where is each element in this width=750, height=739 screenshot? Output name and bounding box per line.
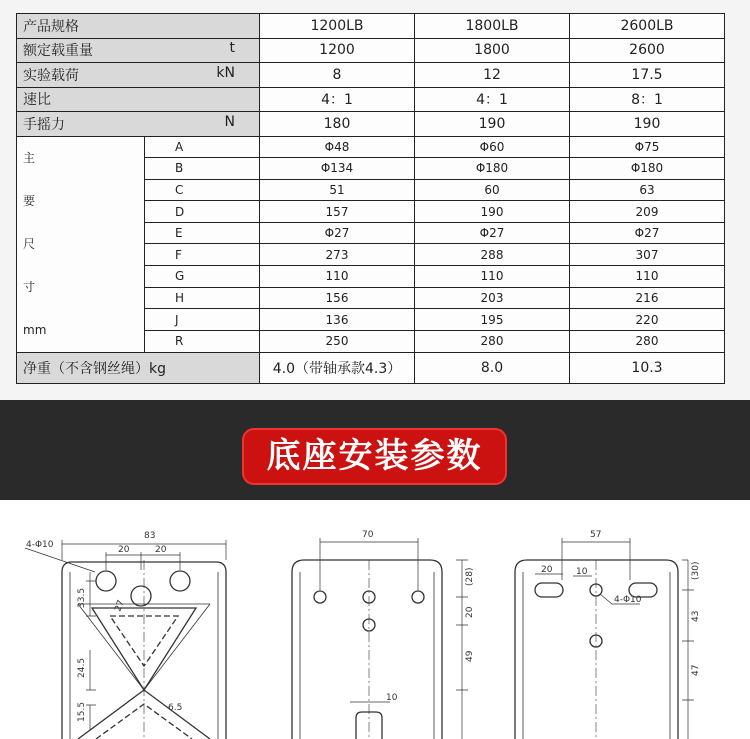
dim-left-20a: 20 — [118, 545, 130, 555]
model-0: 1200LB — [260, 14, 415, 39]
dimension-cell: Φ27 — [415, 222, 570, 244]
spec-row-name: 实验载荷 — [23, 67, 79, 84]
dim-right-10: 10 — [576, 567, 588, 577]
dim-right-47: 47 — [691, 664, 701, 676]
dimension-cell: 273 — [260, 244, 415, 266]
weight-cell: 8.0 — [415, 352, 570, 383]
dim-right-20: 20 — [541, 565, 553, 575]
dimension-cell: 110 — [570, 266, 725, 288]
dimension-key: E — [145, 222, 260, 244]
spec-row — [17, 63, 725, 88]
model-2: 2600LB — [570, 14, 725, 39]
dimension-cell: 190 — [415, 201, 570, 223]
dim-right-30: (30) — [691, 561, 701, 580]
dimension-cell: Φ134 — [260, 158, 415, 180]
dim-middle-70: 70 — [362, 530, 374, 540]
dimension-group-char: 主 — [23, 150, 36, 165]
spec-row-name: 手摇力 — [23, 116, 65, 133]
dimension-cell: Φ60 — [415, 136, 570, 158]
dimension-cell: 280 — [415, 330, 570, 352]
spec-row — [17, 87, 725, 112]
dimension-cell: Φ180 — [570, 158, 725, 180]
dimension-group-char: 尺 — [23, 236, 36, 251]
spec-header-row — [17, 14, 725, 39]
dimension-cell: 136 — [260, 309, 415, 331]
dimension-cell: Φ27 — [570, 222, 725, 244]
spec-cell: 1200 — [260, 38, 415, 63]
dim-left-20b: 20 — [155, 545, 167, 555]
dimension-key: D — [145, 201, 260, 223]
dimension-cell: 51 — [260, 179, 415, 201]
dimension-cell: 195 — [415, 309, 570, 331]
dimension-cell: 209 — [570, 201, 725, 223]
spec-cell: 1800 — [415, 38, 570, 63]
weight-cell: 4.0（带轴承款4.3） — [260, 352, 415, 383]
spec-row-name: 额定载重量 — [23, 43, 93, 60]
spec-row-unit: N — [224, 113, 235, 130]
dimension-key: R — [145, 330, 260, 352]
spec-cell: 12 — [415, 63, 570, 88]
spec-row-unit: kN — [216, 64, 235, 81]
dimension-cell: 60 — [415, 179, 570, 201]
dimension-key: H — [145, 287, 260, 309]
model-1: 1800LB — [415, 14, 570, 39]
dim-middle-49: 49 — [465, 650, 475, 662]
dimension-group-char: mm — [23, 322, 47, 337]
spec-row — [17, 112, 725, 137]
spec-cell: 8：1 — [570, 87, 725, 112]
spec-cell: 17.5 — [570, 63, 725, 88]
spec-cell: 4：1 — [260, 87, 415, 112]
dimension-key: G — [145, 266, 260, 288]
spec-table — [16, 13, 725, 384]
weight-label: 净重（不含钢丝绳）kg — [17, 352, 260, 383]
section-banner: 底座安装参数 — [242, 428, 507, 485]
dimension-cell: 110 — [260, 266, 415, 288]
dimension-cell: Φ27 — [260, 222, 415, 244]
spec-cell: 190 — [415, 112, 570, 137]
dim-left-27: 27 — [113, 598, 127, 614]
dim-middle-28: (28) — [465, 567, 475, 586]
dimension-group-label — [17, 136, 145, 352]
dimension-cell: 307 — [570, 244, 725, 266]
spec-row-label — [17, 87, 260, 112]
dimension-key: A — [145, 136, 260, 158]
dimension-row — [17, 136, 725, 158]
label-left-holes: 4-Φ10 — [26, 540, 54, 550]
spec-row-label — [17, 112, 260, 137]
spec-cell: 4：1 — [415, 87, 570, 112]
dimension-cell: 110 — [415, 266, 570, 288]
dimension-cell: 157 — [260, 201, 415, 223]
dim-left-24.5: 24.5 — [77, 657, 87, 678]
drawing-middle — [292, 538, 468, 739]
weight-cell: 10.3 — [570, 352, 725, 383]
spec-row — [17, 38, 725, 63]
dimension-cell: Φ75 — [570, 136, 725, 158]
spec-row-label — [17, 38, 260, 63]
dimension-key: C — [145, 179, 260, 201]
weight-row — [17, 352, 725, 383]
spec-row-name: 速比 — [23, 92, 51, 109]
dimension-cell: 63 — [570, 179, 725, 201]
dimension-cell: 220 — [570, 309, 725, 331]
label-right-holes: 4-Φ10 — [614, 595, 642, 605]
dimension-key: J — [145, 309, 260, 331]
dim-middle-10: 10 — [386, 693, 398, 703]
drawing-right-labels — [541, 530, 701, 676]
spec-cell: 190 — [570, 112, 725, 137]
dim-middle-20: 20 — [465, 606, 475, 618]
drawings-area — [0, 500, 750, 739]
drawing-left — [25, 540, 226, 739]
dimension-group-char: 寸 — [23, 279, 36, 294]
dimension-cell: 203 — [415, 287, 570, 309]
dimension-cell: Φ180 — [415, 158, 570, 180]
dim-left-6.5: 6.5 — [168, 703, 183, 713]
dimension-key: F — [145, 244, 260, 266]
dimension-cell: Φ48 — [260, 136, 415, 158]
dimension-cell: 280 — [570, 330, 725, 352]
header-label: 产品规格 — [17, 14, 260, 39]
dimension-key: B — [145, 158, 260, 180]
dim-left-33.5: 33.5 — [77, 587, 87, 608]
dimension-cell: 216 — [570, 287, 725, 309]
dimension-cell: 156 — [260, 287, 415, 309]
dim-right-43: 43 — [691, 610, 701, 622]
dim-left-15.5: 15.5 — [77, 701, 87, 722]
spec-row-unit: t — [229, 40, 235, 57]
base-drawings — [0, 500, 750, 739]
dim-right-57: 57 — [590, 530, 602, 540]
dimension-cell: 250 — [260, 330, 415, 352]
spec-cell: 8 — [260, 63, 415, 88]
spec-cell: 180 — [260, 112, 415, 137]
dimension-group-char: 要 — [23, 193, 36, 208]
dim-left-83: 83 — [144, 531, 156, 541]
drawing-middle-labels — [362, 530, 475, 703]
spec-cell: 2600 — [570, 38, 725, 63]
dimension-cell: 288 — [415, 244, 570, 266]
spec-row-label — [17, 63, 260, 88]
